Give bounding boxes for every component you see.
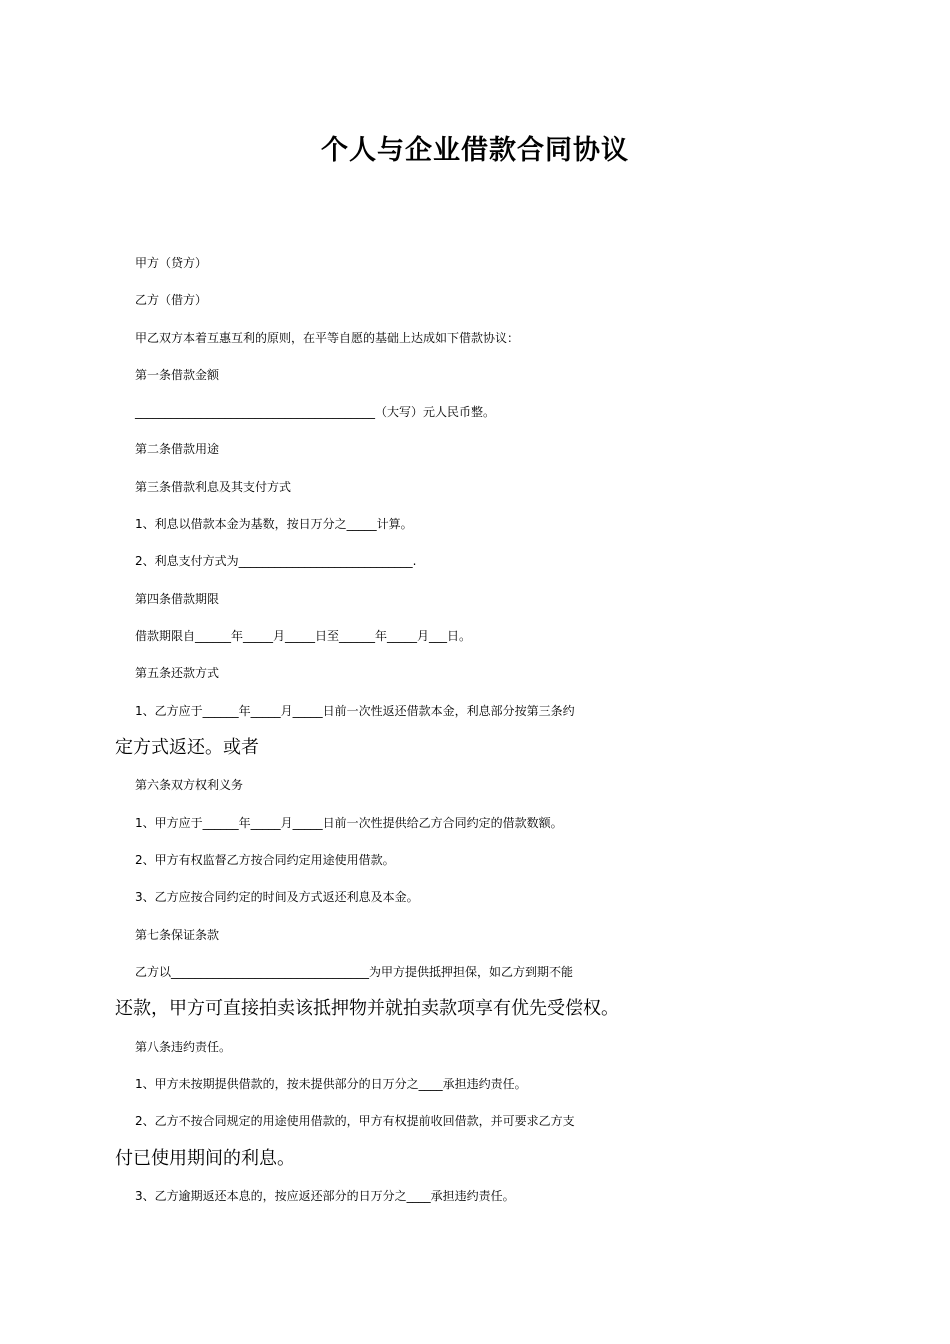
article-1-heading: 第一条借款金额 <box>135 368 220 382</box>
article-5-item-1-cont: 定方式返还。或者 <box>115 737 259 758</box>
article-8-item-3: 3、乙方逾期返还本息的，按应返还部分的日万分之____承担违约责任。 <box>135 1189 515 1203</box>
article-6-item-1: 1、甲方应于______年_____月_____日前一次性提供给乙方合同约定的借款数额。 <box>135 816 563 830</box>
article-4-term: 借款期限自______年_____月_____日至______年_____月___日。 <box>135 629 472 643</box>
article-5-item-1: 1、乙方应于______年_____月_____日前一次性返还借款本金，利息部分按第三条约 <box>135 704 575 718</box>
article-6-heading: 第六条双方权利义务 <box>135 778 244 792</box>
party-b-line: 乙方（借方） <box>135 293 208 307</box>
article-2-heading: 第二条借款用途 <box>135 442 220 456</box>
article-3-item-1: 1、利息以借款本金为基数，按日万分之_____计算。 <box>135 517 413 531</box>
article-1-amount: ________________________________________（大写）元人民币整。 <box>135 405 496 419</box>
preamble-line: 甲乙双方本着互惠互利的原则，在平等自愿的基础上达成如下借款协议： <box>135 331 520 345</box>
article-6-item-3: 3、乙方应按合同约定的时间及方式返还利息及本金。 <box>135 890 419 904</box>
article-7-text-cont: 还款，甲方可直接拍卖该抵押物并就拍卖款项享有优先受偿权。 <box>115 998 619 1019</box>
article-3-item-2: 2、利息支付方式为_____________________________. <box>135 554 417 568</box>
article-7-heading: 第七条保证条款 <box>135 928 220 942</box>
article-5-heading: 第五条还款方式 <box>135 666 220 680</box>
article-8-item-1: 1、甲方未按期提供借款的，按未提供部分的日万分之____承担违约责任。 <box>135 1077 527 1091</box>
article-8-item-2: 2、乙方不按合同规定的用途使用借款的，甲方有权提前收回借款，并可要求乙方支 <box>135 1114 575 1128</box>
document-title: 个人与企业借款合同协议 <box>321 135 629 166</box>
article-7-text: 乙方以_________________________________为甲方提供抵押担保，如乙方到期不能 <box>135 965 574 979</box>
article-3-heading: 第三条借款利息及其支付方式 <box>135 480 292 494</box>
article-6-item-2: 2、甲方有权监督乙方按合同约定用途使用借款。 <box>135 853 395 867</box>
party-a-line: 甲方（贷方） <box>135 256 208 270</box>
article-8-heading: 第八条违约责任。 <box>135 1040 232 1054</box>
article-4-heading: 第四条借款期限 <box>135 592 220 606</box>
article-8-item-2-cont: 付已使用期间的利息。 <box>115 1148 295 1169</box>
